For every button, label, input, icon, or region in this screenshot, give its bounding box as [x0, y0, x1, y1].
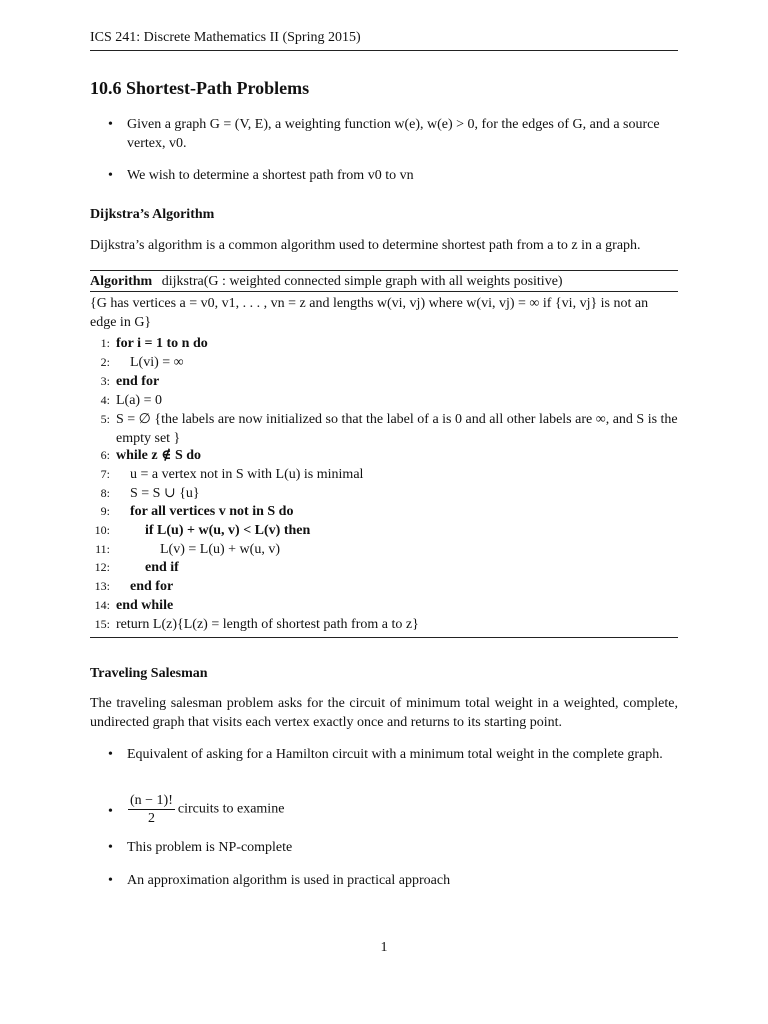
bullet-icon: •	[108, 804, 113, 819]
line-code: return L(z){L(z) = length of shortest path from a to z}	[116, 617, 419, 632]
line-number: 4:	[100, 393, 110, 407]
line-code: while z ∉ S do	[116, 448, 202, 463]
bullet-text: We wish to determine a shortest path from v0 to vn	[127, 168, 414, 183]
section-title: 10.6 Shortest-Path Problems	[90, 78, 310, 98]
paragraph: The traveling salesman problem asks for the circuit of minimum total weight in a weighted, complete, undirected graph that visits each vertex exactly once and returns to its starting point.	[90, 696, 678, 730]
fraction-denominator: 2	[147, 811, 155, 826]
line-code: L(v) = L(u) + w(u, v)	[160, 542, 280, 557]
algorithm-top-rule	[90, 270, 678, 271]
line-number: 10:	[94, 523, 110, 537]
line-number: 14:	[94, 598, 110, 612]
bullet-text: An approximation algorithm is used in practical approach	[127, 873, 451, 888]
algorithm-label: Algorithm	[90, 274, 153, 289]
line-number: 15:	[94, 617, 110, 631]
bullet-icon: •	[108, 117, 113, 132]
line-number: 11:	[95, 542, 110, 556]
paragraph: Dijkstra’s algorithm is a common algorithm used to determine shortest path from a to z in a graph.	[90, 238, 641, 253]
bullet-text	[125, 792, 676, 827]
line-number: 12:	[94, 560, 110, 574]
bullet-icon: •	[108, 840, 113, 855]
algorithm-signature: dijkstra(G : weighted connected simple graph with all weights positive)	[161, 274, 563, 289]
algorithm-input-comment: {G has vertices a = v0, v1, . . . , vn = z and lengths w(vi, vj) where w(vi, vj) = ∞ if {vi, vj} is not an edge in G}	[90, 296, 649, 330]
running-header: ICS 241: Discrete Mathematics II (Spring 2015)	[90, 30, 361, 45]
fraction-numerator: (n − 1)!	[130, 793, 173, 808]
bullet-icon: •	[108, 747, 113, 762]
line-number: 2:	[100, 355, 110, 369]
line-code: end if	[145, 560, 179, 575]
line-code: for all vertices v not in S do	[130, 504, 294, 519]
subsection-title: Dijkstra’s Algorithm	[90, 207, 215, 222]
bullet-label: circuits to examine	[177, 801, 285, 817]
algorithm-caption-rule	[90, 291, 678, 292]
line-number: 9:	[100, 504, 110, 518]
fraction	[128, 792, 175, 827]
bullet-text: Equivalent of asking for a Hamilton circuit with a minimum total weight in the complete graph.	[127, 747, 663, 762]
header-rule	[90, 50, 678, 51]
line-number: 3:	[100, 374, 110, 388]
line-code: L(a) = 0	[116, 393, 162, 408]
algorithm-bottom-rule	[90, 637, 678, 638]
page-number: 1	[380, 940, 388, 955]
line-number: 13:	[94, 579, 110, 593]
line-code: if L(u) + w(u, v) < L(v) then	[145, 523, 311, 538]
algorithm-caption	[90, 272, 678, 291]
line-code: S = ∅ {the labels are now initialized so that the label of a is 0 and all other labels are ∞, and S is the empty set }	[116, 412, 678, 446]
line-code: u = a vertex not in S with L(u) is minimal	[130, 467, 364, 482]
line-number: 6:	[100, 448, 110, 462]
line-number: 8:	[100, 486, 110, 500]
line-number: 1:	[100, 336, 110, 350]
line-code: S = S ∪ {u}	[130, 486, 200, 501]
subsection-title: Traveling Salesman	[90, 666, 208, 681]
line-code: end while	[116, 598, 174, 613]
line-number: 5:	[100, 412, 110, 426]
line-code: end for	[116, 374, 160, 389]
line-code: end for	[130, 579, 174, 594]
bullet-text: Given a graph G = (V, E), a weighting function w(e), w(e) > 0, for the edges of G, and a source vertex, v0.	[127, 117, 660, 151]
line-code: for i = 1 to n do	[116, 336, 208, 351]
bullet-icon: •	[108, 873, 113, 888]
line-code: L(vi) = ∞	[130, 355, 184, 370]
line-number: 7:	[100, 467, 110, 481]
bullet-icon: •	[108, 168, 113, 183]
bullet-text: This problem is NP-complete	[127, 840, 293, 855]
